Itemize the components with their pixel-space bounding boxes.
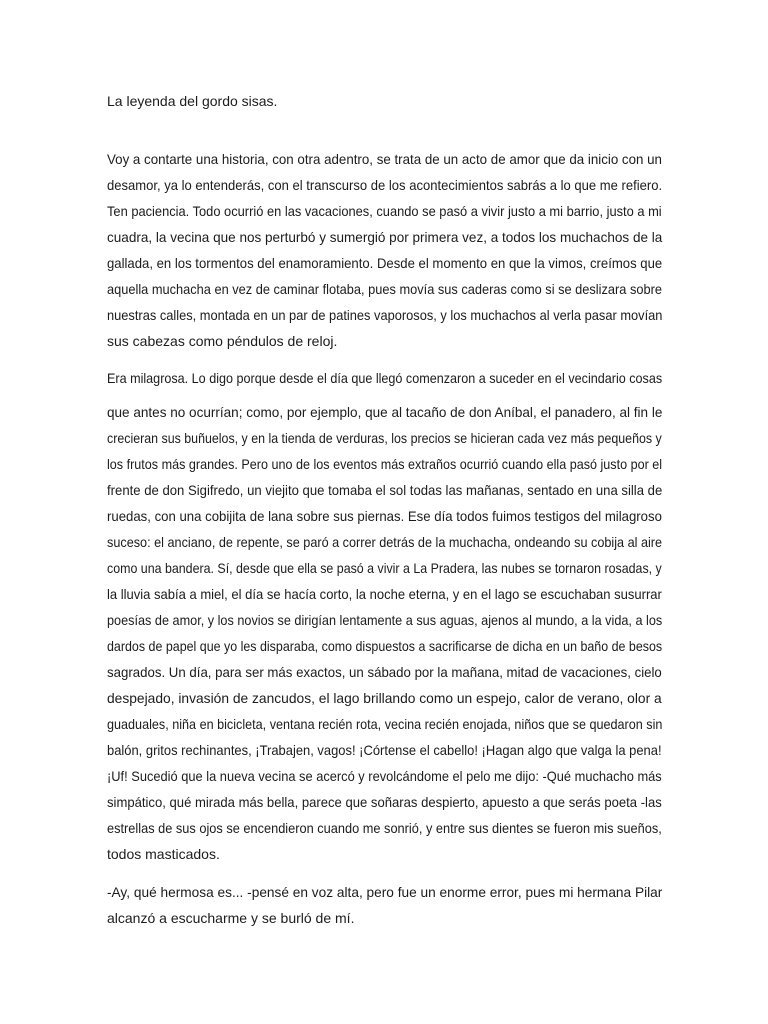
text-line: sagrados. Un día, para ser más exactos, un sábado por la mañana, mitad de vacaciones, cielo (107, 664, 662, 680)
text-line: despejado, invasión de zancudos, el lago brillando como un espejo, calor de verano, olor a (107, 690, 662, 706)
document-title: La leyenda del gordo sisas. (107, 93, 278, 109)
text-line: que antes no ocurrían; como, por ejemplo, que al tacaño de don Aníbal, el panadero, al fin le (107, 404, 663, 420)
text-line: alcanzó a escucharme y se burló de mí. (107, 910, 355, 926)
text-line: los frutos más grandes. Pero uno de los eventos más extraños ocurrió cuando ella pasó justo por el (107, 456, 663, 472)
text-line: como una bandera. Sí, desde que ella se pasó a vivir a La Pradera, las nubes se tornaron rosadas, y (107, 560, 662, 576)
text-line: Voy a contarte una historia, con otra adentro, se trata de un acto de amor que da inicio con un (107, 151, 662, 167)
text-line: -Ay, qué hermosa es... -pensé en voz alta, pero fue un enorme error, pues mi hermana Pilar (107, 884, 663, 900)
text-line: frente de don Sigifredo, un viejito que tomaba el sol todas las mañanas, sentado en una silla de (107, 482, 663, 498)
text-line: nuestras calles, montada en un par de patines vaporosos, y los muchachos al verla pasar movían (107, 307, 663, 323)
text-line: Era milagrosa. Lo digo porque desde el día que llegó comenzaron a suceder en el vecindario cosas (107, 370, 663, 386)
text-line: la lluvia sabía a miel, el día se hacía corto, la noche eterna, y en el lago se escuchaban susurrar (107, 586, 662, 602)
text-line: simpático, qué mirada más bella, parece que soñaras despierto, apuesto a que serás poeta -las (107, 794, 662, 810)
text-line: cuadra, la vecina que nos perturbó y sumergió por primera vez, a todos los muchachos de la (107, 229, 663, 245)
text-line: gallada, en los tormentos del enamoramiento. Desde el momento en que la vimos, creímos que (107, 255, 663, 271)
text-line: suceso: el anciano, de repente, se paró a correr detrás de la muchacha, ondeando su cobija al aire (107, 534, 663, 550)
text-line: ¡Uf! Sucedió que la nueva vecina se acercó y revolcándome el pelo me dijo: -Qué muchacho más (107, 768, 662, 784)
text-line: ruedas, con una cobijita de lana sobre sus piernas. Ese día todos fuimos testigos del milagroso (107, 508, 662, 524)
text-line: poesías de amor, y los novios se dirigían lentamente a sus aguas, ajenos al mundo, a la vida, a los (107, 612, 663, 628)
text-line: Ten paciencia. Todo ocurrió en las vacaciones, cuando se pasó a vivir justo a mi barrio, justo a mi (107, 203, 662, 219)
text-line: guaduales, niña en bicicleta, ventana recién rota, vecina recién enojada, niños que se quedaron sin (107, 716, 663, 732)
text-line: crecieran sus buñuelos, y en la tienda de verduras, los precios se hicieran cada vez más pequeños y (107, 430, 662, 446)
text-line: estrellas de sus ojos se encendieron cuando me sonrió, y entre sus dientes se fueron mis sueños, (107, 820, 662, 836)
text-line: desamor, ya lo entenderás, con el transcurso de los acontecimientos sabrás a lo que me refiero. (107, 177, 663, 193)
text-line: sus cabezas como péndulos de reloj. (107, 333, 338, 349)
text-line: dardos de papel que yo les disparaba, como dispuestos a sacrificarse de dicha en un baño de besos (107, 638, 663, 654)
text-line: aquella muchacha en vez de caminar flotaba, pues movía sus caderas como si se deslizara sobre (107, 281, 662, 297)
text-line: todos masticados. (107, 846, 220, 862)
text-line: balón, gritos rechinantes, ¡Trabajen, vagos! ¡Córtense el cabello! ¡Hagan algo que valga la pena! (107, 742, 662, 758)
